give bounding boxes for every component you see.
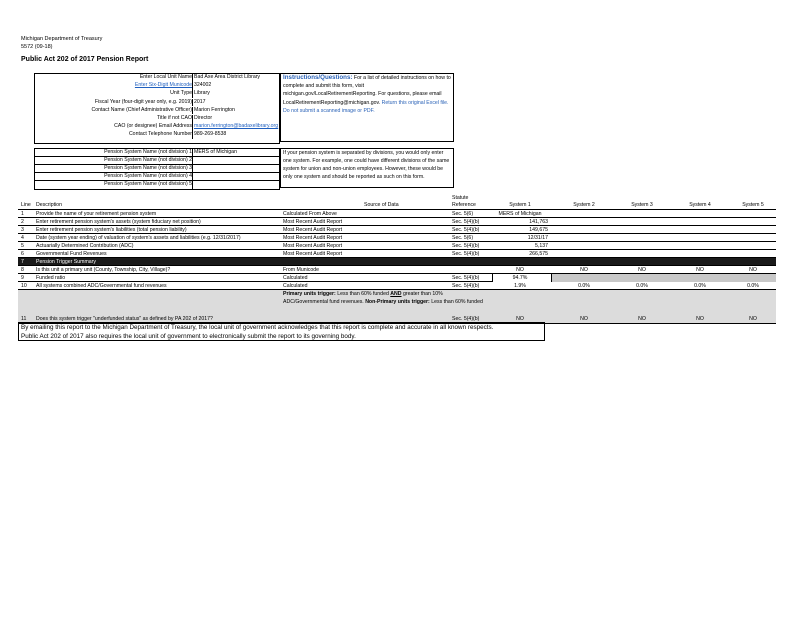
table-row [18, 234, 776, 242]
municode-field[interactable]: 324002 [194, 82, 212, 89]
row-system-4: NO [696, 316, 704, 322]
row-system-2: NO [580, 316, 588, 322]
trigger-text: Less than 60% funded [429, 299, 483, 306]
row-system-2: 0.0% [578, 283, 590, 289]
row-statute: Sec. 5(6) [452, 211, 474, 217]
info-label: Unit Type [170, 90, 192, 97]
table-row [18, 226, 776, 234]
acknowledgement-line-1: By emailing this report to the Michigan Department of Treasury, the local unit of government acknowledges that this report is complete and accurate in all known respects. [21, 324, 494, 331]
row-system-1: NO [516, 316, 524, 322]
primary-trigger-label: Primary units trigger: [283, 291, 336, 297]
row-line: 11 [21, 316, 27, 322]
pension-system-label: Pension System Name (not division) 4 [104, 173, 192, 179]
info-label: Contact Name (Chief Administrative Officer) [91, 106, 192, 113]
info-label: Fiscal Year (four-digit year only, e.g. 2019) [94, 98, 192, 105]
pension-system-row [35, 157, 279, 165]
row-line: 1 [21, 211, 24, 217]
table-row [18, 282, 776, 290]
table-row-trigger [18, 290, 776, 324]
row-description: Is this unit a primary unit (County, Township, City, Village)? [36, 267, 171, 273]
pension-system-label: Pension System Name (not division) 1 [104, 149, 192, 155]
row-system-1: 1.9% [514, 283, 526, 289]
page-title: Public Act 202 of 2017 Pension Report [21, 56, 149, 63]
trigger-text: Less than 60% funded [335, 291, 391, 297]
info-label: Enter Local Unit Name [139, 74, 192, 80]
info-label: CAO (or designee) Email Address [114, 123, 192, 130]
row-system-5: NO [749, 267, 757, 273]
row-system-4: NO [696, 267, 704, 273]
row-source: Most Recent Audit Report [283, 243, 343, 249]
table-row [18, 218, 776, 226]
row-system-5: 0.0% [747, 283, 759, 289]
header-system-4: System 4 [689, 202, 711, 208]
row-statute: Sec. 5(4)(b) [452, 251, 480, 257]
header-statute: Reference [452, 202, 476, 208]
department-name: Michigan Department of Treasury [21, 36, 103, 42]
municode-link[interactable]: Enter Six-Digit Municode [134, 82, 192, 89]
pension-system-label: Pension System Name (not division) 3 [104, 165, 192, 171]
row-description: Enter retirement pension system's assets (system fiduciary net position) [36, 219, 201, 225]
section-title: Pension Trigger Summary [36, 259, 96, 265]
row-system-1: 94.7% [512, 275, 528, 281]
row-system-1: NO [516, 267, 524, 273]
table-row [18, 242, 776, 250]
table-row [18, 250, 776, 258]
pension-system-row [35, 149, 279, 157]
row-line: 3 [21, 227, 24, 233]
row-description: All systems combined ADC/Governmental fund revenues [36, 283, 167, 289]
row-system-1[interactable]: 266,575 [529, 251, 548, 257]
pension-system-block [34, 148, 280, 190]
info-row-fiscal-year [35, 99, 279, 107]
row-statute: Sec. 5(4)(b) [452, 243, 480, 249]
form-number: 5572 (09-18) [21, 44, 53, 50]
info-row-municode [35, 82, 279, 90]
instructions-return-note: Return this original Excel file. Do not submit a scanned image or PDF. [283, 99, 449, 114]
table-row [18, 210, 776, 218]
pension-system-row [35, 165, 279, 173]
row-line: 9 [21, 275, 24, 281]
header-system-1: System 1 [509, 202, 531, 208]
header-source: Source of Data [364, 202, 399, 208]
unit-name-field[interactable]: Bad Axe Area District Library [194, 74, 261, 80]
contact-name-field[interactable]: Marion Ferrington [194, 106, 235, 113]
pension-system-field[interactable]: MERS of Michigan [194, 149, 237, 155]
row-system-1[interactable]: 149,675 [529, 227, 548, 233]
row-statute: Sec. 5(4)(b) [452, 227, 480, 233]
acknowledgement-box [18, 322, 545, 341]
row-system-3: 0.0% [636, 283, 648, 289]
pension-system-label: Pension System Name (not division) 5 [104, 181, 192, 187]
row-line: 4 [21, 235, 24, 241]
header-system-5: System 5 [742, 202, 764, 208]
header-description: Description [36, 202, 62, 208]
section-row-pension-trigger [18, 258, 776, 266]
row-source: Calculated [283, 275, 308, 281]
table-row [18, 266, 776, 274]
telephone-field[interactable]: 989-269-8538 [194, 131, 227, 138]
info-row-unit-type [35, 90, 279, 98]
row-statute: Sec. 5(4)(b) [452, 283, 480, 289]
row-system-3: NO [638, 316, 646, 322]
row-source: Calculated [283, 283, 308, 289]
trigger-and: AND [390, 291, 402, 297]
row-description: Enter retirement pension system's liabilities (total pension liability) [36, 227, 187, 233]
trigger-text: greater than 10% ADC/Governmental fund revenues. [283, 291, 443, 306]
table-header-row [18, 201, 776, 210]
email-field[interactable]: marion.ferrington@badaxelibrary.org [194, 123, 279, 130]
row-line: 7 [21, 259, 24, 265]
info-row-telephone [35, 131, 279, 139]
fiscal-year-field[interactable]: 2017 [194, 98, 206, 105]
pension-system-label: Pension System Name (not division) 2 [104, 157, 192, 163]
row-system-5: NO [749, 316, 757, 322]
row-system-1[interactable]: 5,137 [535, 243, 548, 249]
info-row-unit-name [35, 74, 279, 82]
row-system-4: 0.0% [694, 283, 706, 289]
acknowledgement-line-2: Public Act 202 of 2017 also requires the local unit of government to electronically submit the report to its governing body. [21, 333, 356, 340]
row-statute: Sec. 5(6) [452, 235, 474, 241]
unit-type-field[interactable]: Library [194, 90, 210, 97]
row-description: Date (system year ending) of valuation of system's assets and liabilities (e.g. 12/31/2017) [36, 235, 241, 241]
header-system-2: System 2 [573, 202, 595, 208]
pension-system-row [35, 181, 279, 189]
row-line: 6 [21, 251, 24, 257]
row-system-1[interactable]: 12/31/17 [527, 235, 548, 241]
division-note: If your pension system is separated by divisions, you would only enter one system. For example, one could have different divisions of the same system for union and non-union employees. However, these would be only one system and should be reported as such on this form. [280, 148, 454, 188]
row-line: 10 [21, 283, 27, 289]
row-system-3: NO [638, 267, 646, 273]
nonprimary-trigger-label: Non-Primary units trigger: [365, 299, 430, 306]
row-system-2: NO [580, 267, 588, 273]
pension-system-row [35, 173, 279, 181]
row-system-1[interactable]: MERS of Michigan [498, 211, 542, 217]
unit-info-block [34, 73, 280, 144]
row-line: 8 [21, 267, 24, 273]
table-row [18, 274, 776, 282]
info-row-title [35, 115, 279, 123]
row-statute: Sec. 5(4)(b) [452, 316, 480, 322]
row-description: Does this system trigger "underfunded status" as defined by PA 202 of 2017? [36, 316, 213, 322]
title-field[interactable]: Director [194, 115, 213, 121]
row-statute: Sec. 5(4)(b) [452, 219, 480, 225]
row-description: Governmental Fund Revenues [36, 251, 107, 257]
row-system-1[interactable]: 141,763 [529, 219, 548, 225]
row-line: 2 [21, 219, 24, 225]
row-source: Most Recent Audit Report [283, 227, 343, 233]
row-line: 5 [21, 243, 24, 249]
row-description: Actuarially Determined Contribution (ADC) [36, 243, 134, 249]
row-source: From Municode [283, 267, 320, 273]
trigger-criteria [283, 290, 488, 307]
row-description: Provide the name of your retirement pension system [36, 211, 157, 217]
info-label: Contact Telephone Number [128, 131, 192, 138]
header-system-3: System 3 [631, 202, 653, 208]
instructions-box [280, 73, 454, 142]
header-line: Line [21, 202, 31, 208]
instructions-heading: Instructions/Questions: [283, 74, 353, 81]
row-source: Most Recent Audit Report [283, 235, 343, 241]
row-source: Most Recent Audit Report [283, 219, 343, 225]
row-source: Most Recent Audit Report [283, 251, 343, 257]
instructions-text: For a list of detailed instructions on how to complete and submit this form, visit michigan.gov/LocalRetirementReporting. For questions, please email LocalRetirementReporting@michigan.gov. [283, 75, 451, 106]
info-label: Title if not CAO [157, 115, 192, 121]
row-source: Calculated From Above [283, 211, 337, 217]
row-statute: Sec. 5(4)(b) [452, 275, 480, 281]
statute-header-top: Statute [452, 195, 469, 201]
row-description: Funded ratio [36, 275, 66, 281]
info-row-email [35, 123, 279, 131]
info-row-contact-name [35, 107, 279, 115]
